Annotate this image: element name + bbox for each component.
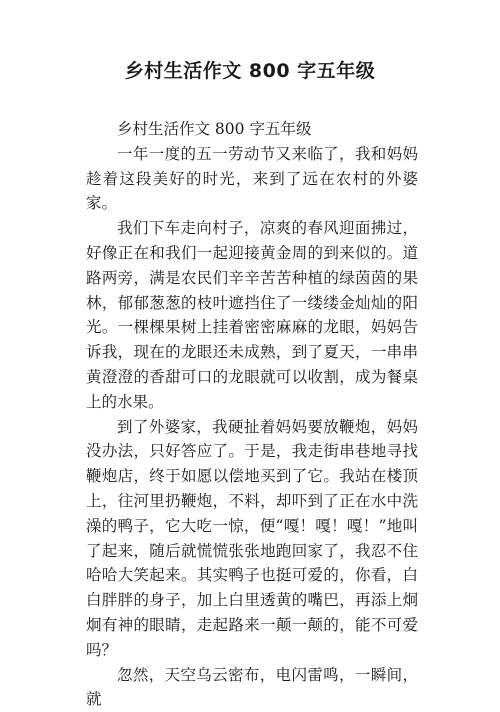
- paragraph: 我们下车走向村子，凉爽的春风迎面拂过，好像正在和我们一起迎接黄金周的到来似的。道路两旁，满是农民们辛辛苦苦种植的绿茵茵的果林，郁郁葱葱的枝叶遮挡住了一缕缕金灿灿的阳光。一棵棵果树上挂着密密麻麻的龙眼，妈妈告诉我，现在的龙眼还未成熟，到了夏天，一串串黄澄澄的香甜可口的龙眼就可以收割，成为餐桌上的水果。: [86, 219, 418, 411]
- paragraph: 忽然，天空乌云密布，电闪雷鸣，一瞬间，就: [86, 665, 418, 709]
- document-body: [86, 117, 418, 712]
- page-title: 乡村生活作文 800 字五年级: [124, 60, 376, 82]
- paragraph: 一年一度的五一劳动节又来临了，我和妈妈趁着这段美好的时光，来到了远在农村的外婆家。: [86, 144, 418, 213]
- paragraph: 到了外婆家，我硬扯着妈妈要放鞭炮，妈妈没办法，只好答应了。于是，我走街串巷地寻找鞭炮店，终于如愿以偿地买到了它。我站在楼顶上，往河里扔鞭炮，不料，却吓到了正在水中洗澡的鸭子，它大吃一惊，便“嘎！嘎！嘎！”地叫了起来，随后就慌慌张张地跑回家了，我忍不住哈哈大笑起来。其实鸭子也挺可爱的，你看，白白胖胖的身子，加上白里透黄的嘴巴，再添上炯炯有神的眼睛，走起路来一颠一颠的，能不可爱吗？: [86, 417, 418, 659]
- subtitle-line: 乡村生活作文 800 字五年级: [117, 120, 312, 138]
